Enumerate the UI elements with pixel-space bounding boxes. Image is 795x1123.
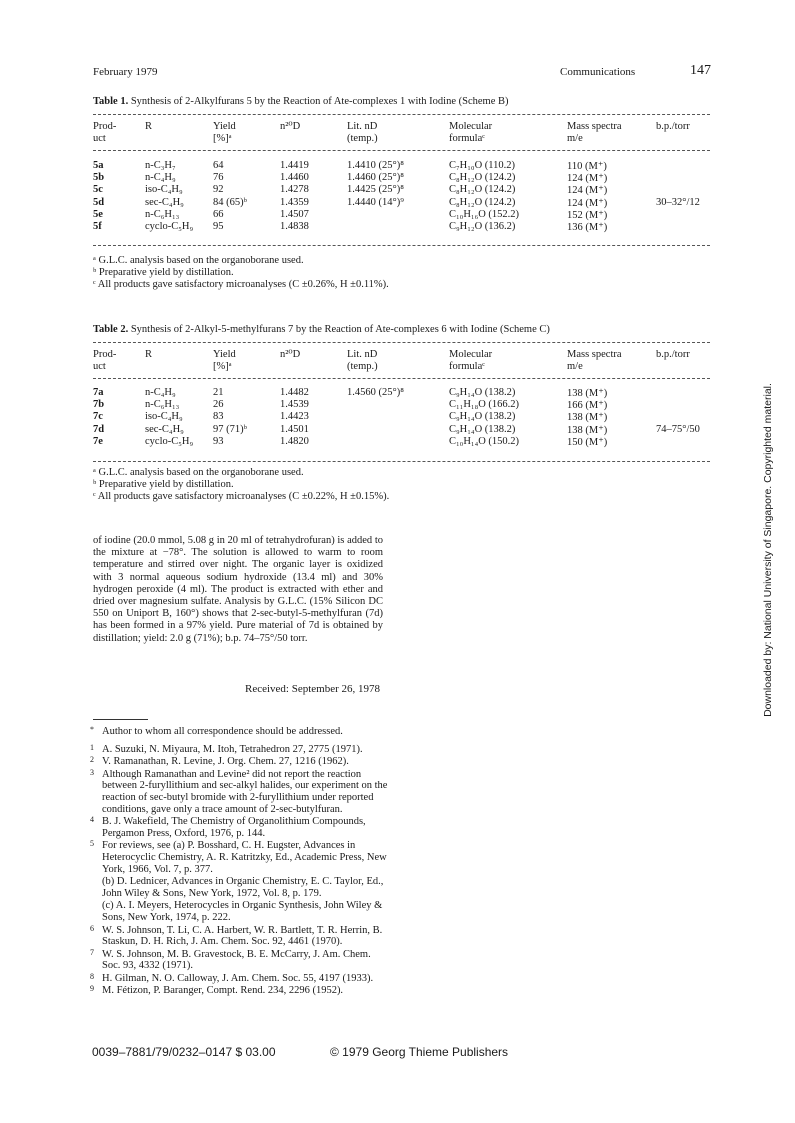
table-cell: C₁₁H₁₈O (166.2) (449, 399, 520, 411)
table2-top-rule (93, 342, 710, 343)
table-cell: 124 (M⁺) (567, 197, 608, 209)
table-cell: 1.4359 (280, 196, 309, 208)
table2-footnotes (93, 467, 389, 503)
column-header: Yield [%]ᵃ (213, 121, 236, 144)
reference-item (88, 973, 388, 985)
table-cell: 1.4440 (14°)⁹ (347, 196, 404, 208)
reference-marker: 5 (90, 839, 94, 849)
reference-item (88, 985, 388, 997)
table-cell: 1.4419 (280, 160, 309, 171)
table-cell: 138 (M⁺) (567, 388, 608, 399)
table-cell: C₇H₁₀O (110.2) (449, 160, 516, 171)
table-cell: 1.4539 (280, 399, 309, 411)
running-section: Communications (560, 66, 636, 78)
table1-title (93, 96, 508, 107)
table1-header-rule (93, 150, 710, 151)
column-header: n²⁰D (280, 121, 301, 132)
table-cell: 26 (213, 399, 224, 411)
table-cell: 1.4820 (280, 435, 309, 447)
table-cell: 84 (65)ᵇ (213, 196, 247, 208)
received-date: Received: September 26, 1978 (245, 683, 381, 695)
reference-text: V. Ramanathan, R. Levine, J. Org. Chem. 27, 1216 (1962). (102, 756, 349, 768)
reference-text: M. Fétizon, P. Baranger, Compt. Rend. 234, 2296 (1952). (102, 985, 344, 997)
table-cell: 97 (71)ᵇ (213, 423, 247, 435)
table1-footnotes (93, 255, 389, 291)
column-header: Lit. nD (temp.) (347, 349, 378, 372)
table1-bottom-rule (93, 245, 710, 246)
table2-title (93, 324, 550, 335)
table-cell: C₉H₁₄O (138.2) (449, 423, 516, 435)
table1-label: Table 1. (93, 96, 129, 107)
table-cell: 110 (M⁺) (567, 161, 607, 172)
reference-marker: 8 (90, 971, 94, 981)
table-cell: 124 (M⁺) (567, 173, 608, 185)
reference-text: (b) D. Lednicer, Advances in Organic Chemistry, E. C. Taylor, Ed., John Wiley & Sons, New York, 1972, Vol. 8, p. 179. (102, 876, 384, 899)
reference-item (88, 744, 388, 756)
column-header: Mass spectra m/e (567, 349, 622, 372)
column-header: R (145, 349, 153, 360)
column-header: Mass spectra m/e (567, 121, 622, 144)
reference-marker: 4 (90, 815, 94, 825)
table-cell: iso-C₄H₉ (145, 411, 183, 423)
column-header: Prod- uct (93, 349, 117, 372)
table-cell: 21 (213, 387, 224, 398)
page-number: 147 (690, 63, 711, 78)
table-cell: 74–75°/50 (656, 423, 700, 435)
reference-item (88, 900, 388, 923)
reference-list (88, 726, 388, 998)
reference-marker: 2 (90, 755, 94, 765)
reference-text: W. S. Johnson, T. Li, C. A. Harbert, W. R. Bartlett, T. R. Herrin, B. Staskun, D. H. Rich, J. Am. Chem. Soc. 92, 4461 (1970). (102, 924, 383, 948)
table-cell: 166 (M⁺) (567, 400, 608, 412)
table-cell: C₈H₁₂O (124.2) (449, 196, 516, 208)
table-cell: 124 (M⁺) (567, 185, 608, 197)
experimental-paragraph: of iodine (20.0 mmol, 5.08 g in 20 ml of tetrahydrofuran) is added to the mixture at −78°. The solution is allowed to warm to room temperature and stirred over night. The organic layer is oxidized with 3 normal aqueous sodium hydroxide (13.4 ml) and 30% hydrogen peroxide (4 ml). The product is extracted with ether and dried over magnesium sulfate. Analysis by G.L.C. (15% Silicon DC 550 on Uniport B, 160°) shows that 2-sec-butyl-5-methylfuran (7d) has been formed in a 97% yield. Pure material of 7d is obtained by distillation; yield: 2.0 g (71%); b.p. 74–75°/50 torr. (93, 535, 383, 644)
reference-marker: 3 (90, 767, 94, 777)
table-cell: 1.4423 (280, 411, 309, 423)
table2-caption: Synthesis of 2-Alkyl-5-methylfurans 7 by the Reaction of Ate-complexes 6 with Iodine (Scheme C) (130, 324, 550, 335)
reference-text: Author to whom all correspondence should be addressed. (102, 726, 343, 737)
table-footnote: ᶜ All products gave satisfactory microanalyses (C ±0.22%, H ±0.15%). (93, 491, 390, 502)
reference-marker: * (90, 725, 94, 734)
reference-text: W. S. Johnson, M. B. Gravestock, B. E. McCarry, J. Am. Chem. Soc. 93, 4332 (1971). (102, 948, 371, 972)
table-cell: 1.4460 (25°)⁸ (347, 172, 404, 184)
reference-item (88, 816, 388, 839)
table-cell: 5c (93, 184, 103, 196)
reference-item (88, 876, 388, 899)
table-cell: n-C₄H₉ (145, 172, 176, 184)
column-header: b.p./torr (656, 349, 690, 360)
table-cell: 93 (213, 435, 224, 447)
table-cell: 1.4838 (280, 221, 309, 232)
footer-copyright: © 1979 Georg Thieme Publishers (330, 1045, 509, 1059)
table-cell: 64 (213, 160, 224, 171)
table2-label: Table 2. (93, 324, 129, 335)
table-cell: C₈H₁₂O (124.2) (449, 184, 516, 196)
table-cell: 138 (M⁺) (567, 424, 608, 436)
table-footnote: ᵃ G.L.C. analysis based on the organoborane used. (93, 255, 304, 266)
table-cell: 66 (213, 208, 224, 220)
table-footnote: ᵇ Preparative yield by distillation. (93, 479, 234, 490)
table-cell: 1.4501 (280, 423, 309, 435)
reference-marker: 6 (90, 923, 94, 933)
footnote-rule (93, 719, 148, 720)
table-cell: 152 (M⁺) (567, 209, 608, 221)
reference-marker: 1 (90, 742, 94, 752)
download-watermark (762, 380, 778, 720)
table-cell: cyclo-C₅H₉ (145, 221, 194, 232)
table-footnote: ᶜ All products gave satisfactory microanalyses (C ±0.26%, H ±0.11%). (93, 279, 389, 290)
column-header: Yield [%]ᵃ (213, 349, 236, 372)
reference-item (88, 925, 388, 948)
table-cell: sec-C₄H₉ (145, 423, 184, 435)
table-cell: 83 (213, 411, 224, 423)
download-watermark-text: Downloaded by: National University of Singapore. Copyrighted material. (762, 383, 774, 717)
table-cell: 1.4425 (25°)⁸ (347, 184, 404, 196)
table-cell: 5e (93, 208, 103, 220)
table-cell: 150 (M⁺) (567, 436, 608, 448)
table-cell: n-C₃H₇ (145, 160, 176, 171)
table-cell: 7e (93, 435, 103, 447)
table-cell: 7b (93, 399, 105, 411)
table-cell: 95 (213, 221, 224, 232)
reference-text: Although Ramanathan and Levine² did not report the reaction between 2-furyllithium and sec-alkyl halides, our experiment on the reaction of sec-butyl bromide with 2-furyllithium under reported conditions, gave only a trace amount of 2-sec-butylfuran. (102, 768, 388, 815)
column-header: R (145, 121, 153, 132)
table-cell: iso-C₄H₉ (145, 184, 183, 196)
reference-marker: 9 (90, 984, 94, 994)
table-cell: sec-C₄H₉ (145, 196, 184, 208)
reference-item (88, 756, 388, 768)
table-cell: 1.4410 (25°)⁸ (347, 160, 404, 171)
reference-marker: 7 (90, 947, 94, 957)
reference-text: (c) A. I. Meyers, Heterocycles in Organic Synthesis, John Wiley & Sons, New York, 1974, p. 222. (102, 900, 383, 923)
table-cell: 76 (213, 172, 224, 184)
reference-item (88, 726, 388, 738)
table-cell: C₁₀H₁₆O (152.2) (449, 208, 520, 220)
table-cell: n-C₆H₁₃ (145, 399, 180, 411)
column-header: Prod- uct (93, 121, 117, 144)
table-cell: C₉H₁₂O (136.2) (449, 221, 516, 232)
table-cell: C₁₀H₁₄O (150.2) (449, 435, 520, 447)
reference-text: A. Suzuki, N. Miyaura, M. Itoh, Tetrahedron 27, 2775 (1971). (102, 743, 363, 755)
column-header: Lit. nD (temp.) (347, 121, 378, 144)
table-cell: 5f (93, 221, 102, 232)
reference-item (88, 769, 388, 815)
table1-caption: Synthesis of 2-Alkylfurans 5 by the Reaction of Ate-complexes 1 with Iodine (Scheme B) (130, 96, 509, 107)
table-cell: n-C₄H₉ (145, 387, 176, 398)
table1-top-rule (93, 114, 710, 115)
column-header: Molecular formulaᶜ (449, 349, 493, 372)
reference-text: B. J. Wakefield, The Chemistry of Organolithium Compounds, Pergamon Press, Oxford, 1976, p. 144. (102, 816, 366, 839)
table-cell: C₉H₁₄O (138.2) (449, 387, 516, 398)
table-cell: 7a (93, 387, 104, 398)
table-cell: 136 (M⁺) (567, 222, 608, 233)
table-cell: cyclo-C₅H₉ (145, 435, 194, 447)
table-cell: n-C₆H₁₃ (145, 208, 180, 220)
table-cell: 92 (213, 184, 224, 196)
reference-text: For reviews, see (a) P. Bosshard, C. H. Eugster, Advances in Heterocyclic Chemistry, A. R. Katritzky, Ed., Academic Press, New York, 1966, Vol. 7, p. 377. (102, 840, 387, 875)
table-cell: 5d (93, 196, 105, 208)
table-cell: 5a (93, 160, 104, 171)
table-cell: 1.4460 (280, 172, 309, 184)
column-header: b.p./torr (656, 121, 690, 132)
table-cell: 1.4560 (25°)⁸ (347, 387, 404, 398)
table-cell: 7d (93, 423, 105, 435)
table-footnote: ᵃ G.L.C. analysis based on the organoborane used. (93, 467, 304, 478)
table-cell: 7c (93, 411, 103, 423)
table-cell: C₈H₁₂O (124.2) (449, 172, 516, 184)
reference-item (88, 949, 388, 972)
footer-code: 0039–7881/79/0232–0147 $ 03.00 (92, 1045, 276, 1059)
table-cell: C₉H₁₄O (138.2) (449, 411, 516, 423)
table2-bottom-rule (93, 461, 710, 462)
table-cell: 1.4278 (280, 184, 309, 196)
table-cell: 5b (93, 172, 105, 184)
reference-item (88, 840, 388, 875)
table-cell: 138 (M⁺) (567, 412, 608, 424)
column-header: n²⁰D (280, 349, 301, 360)
table-cell: 1.4482 (280, 387, 309, 398)
column-header: Molecular formulaᶜ (449, 121, 493, 144)
running-date: February 1979 (93, 66, 158, 78)
table-cell: 30–32°/12 (656, 196, 700, 208)
reference-text: H. Gilman, N. O. Calloway, J. Am. Chem. Soc. 55, 4197 (1933). (102, 972, 374, 984)
table2-header-rule (93, 378, 710, 379)
table-footnote: ᵇ Preparative yield by distillation. (93, 267, 234, 278)
table-cell: 1.4507 (280, 208, 309, 220)
